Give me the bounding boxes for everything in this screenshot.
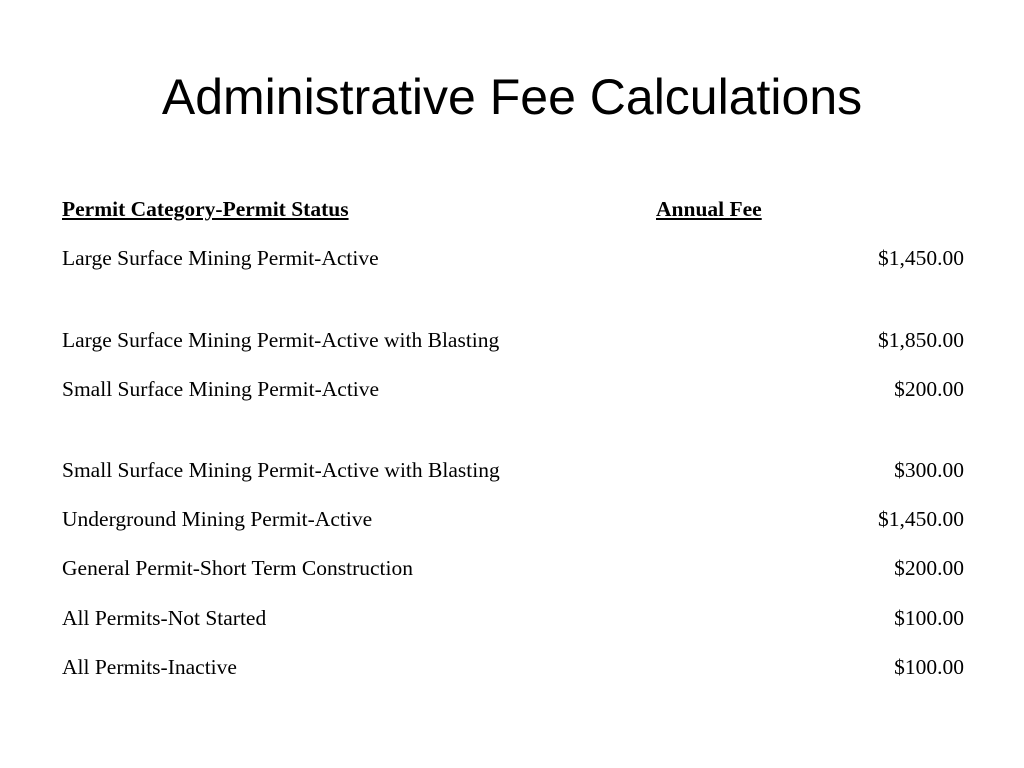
table-row-category: Small Surface Mining Permit-Active [62, 377, 380, 401]
table-row-fee: $100.00 [894, 606, 964, 630]
table-row-category: Underground Mining Permit-Active [62, 507, 373, 531]
table-row-fee: $200.00 [894, 377, 964, 401]
table-row-fee: $200.00 [894, 556, 964, 580]
table-row-fee: $1,450.00 [878, 246, 964, 270]
fee-table [62, 0, 964, 768]
header-permit-category: Permit Category-Permit Status [62, 197, 349, 221]
table-row-category: All Permits-Not Started [62, 606, 267, 630]
table-row-fee: $300.00 [894, 458, 964, 482]
table-row-category: All Permits-Inactive [62, 655, 237, 679]
table-row-fee: $100.00 [894, 655, 964, 679]
table-row-category: Small Surface Mining Permit-Active with Blasting [62, 458, 500, 482]
table-row-fee: $1,450.00 [878, 507, 964, 531]
page-title: Administrative Fee Calculations [161, 69, 863, 125]
table-row-fee: $1,850.00 [878, 328, 964, 352]
table-row-category: Large Surface Mining Permit-Active [62, 246, 379, 270]
header-annual-fee: Annual Fee [656, 197, 762, 221]
table-row-category: Large Surface Mining Permit-Active with Blasting [62, 328, 500, 352]
table-row-category: General Permit-Short Term Construction [62, 556, 413, 580]
